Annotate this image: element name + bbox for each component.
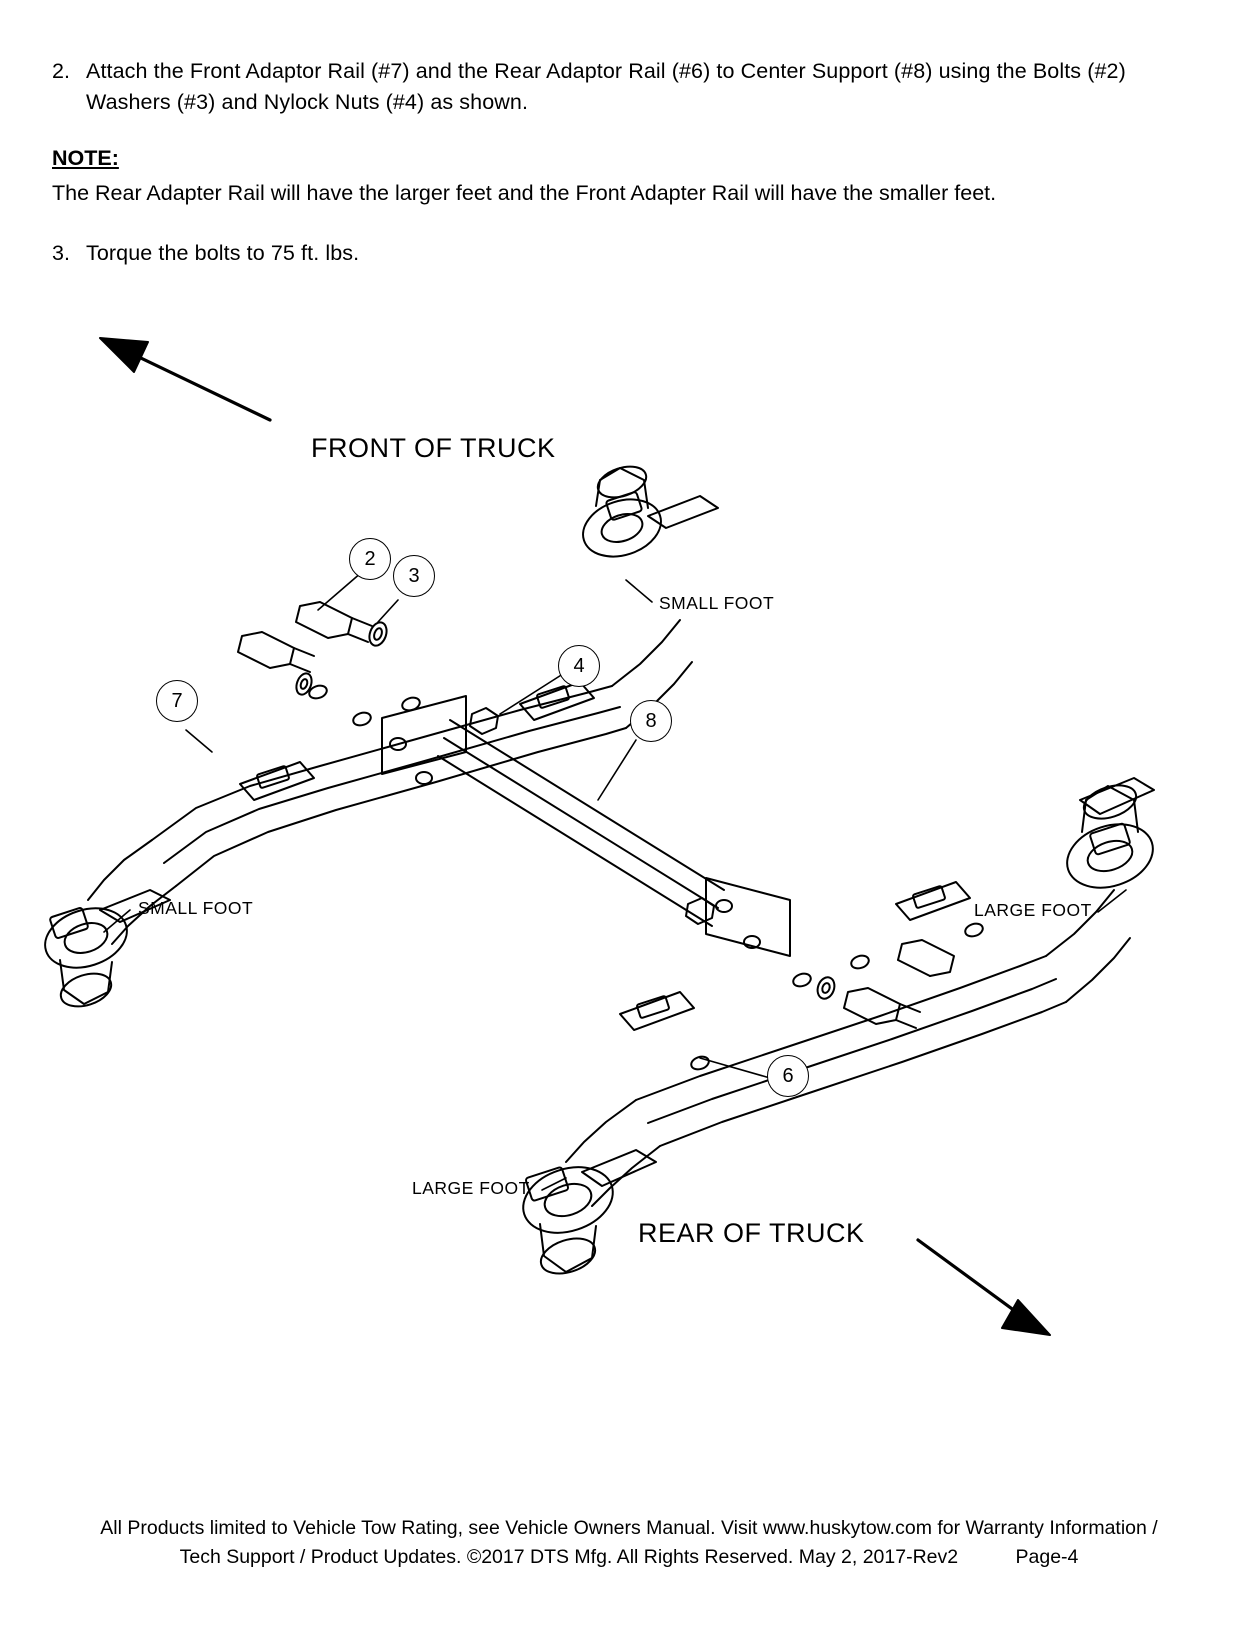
assembly-diagram (0, 300, 1258, 1430)
footer-line-2 (0, 1543, 1258, 1572)
note-text: The Rear Adapter Rail will have the larger feet and the Front Adapter Rail will have the smaller feet. (52, 180, 997, 205)
step-2-number: 2. (52, 59, 71, 83)
balloon-6: 6 (767, 1055, 809, 1097)
balloon-8: 8 (630, 700, 672, 742)
diagram-linework (0, 300, 1258, 1430)
footer-line-1: All Products limited to Vehicle Tow Rating, see Vehicle Owners Manual. Visit www.huskytow.com for Warranty Information / (100, 1516, 1158, 1539)
step-3-number: 3. (52, 241, 71, 266)
step-3 (52, 238, 1172, 269)
step-2-text: Attach the Front Adaptor Rail (#7) and the Rear Adaptor Rail (#6) to Center Support (#8) using the Bolts (#2) Washers (#3) and Nylock Nuts (#4) as shown. (86, 59, 1126, 114)
note-block (52, 143, 1172, 208)
balloon-7: 7 (156, 680, 198, 722)
step-3-text: Torque the bolts to 75 ft. lbs. (86, 241, 360, 266)
rear-of-truck-label: REAR OF TRUCK (638, 1218, 865, 1248)
footer-line-2-text: Tech Support / Product Updates. ©2017 DTS Mfg. All Rights Reserved. May 2, 2017-Rev2 (179, 1545, 959, 1568)
leader-lines (104, 572, 1126, 1190)
page-footer (0, 1514, 1258, 1573)
small-foot-label-right: SMALL FOOT (659, 593, 775, 613)
front-of-truck-arrow (100, 338, 270, 420)
hardware-lower (686, 898, 954, 1028)
page-number: Page-4 (1015, 1545, 1079, 1568)
front-of-truck-label: FRONT OF TRUCK (311, 433, 556, 463)
rear-of-truck-arrow (918, 1240, 1050, 1335)
instructions-block (52, 56, 1172, 269)
small-foot-label-left: SMALL FOOT (138, 898, 254, 918)
balloon-2: 2 (349, 538, 391, 580)
step-2 (52, 56, 1172, 117)
note-label: NOTE: (52, 146, 119, 171)
center-support (382, 696, 790, 956)
balloon-3: 3 (393, 555, 435, 597)
balloon-4: 4 (558, 645, 600, 687)
rear-adaptor-rail (515, 778, 1161, 1280)
large-foot-label-bottom: LARGE FOOT (412, 1178, 530, 1198)
large-foot-label-right: LARGE FOOT (974, 900, 1092, 920)
